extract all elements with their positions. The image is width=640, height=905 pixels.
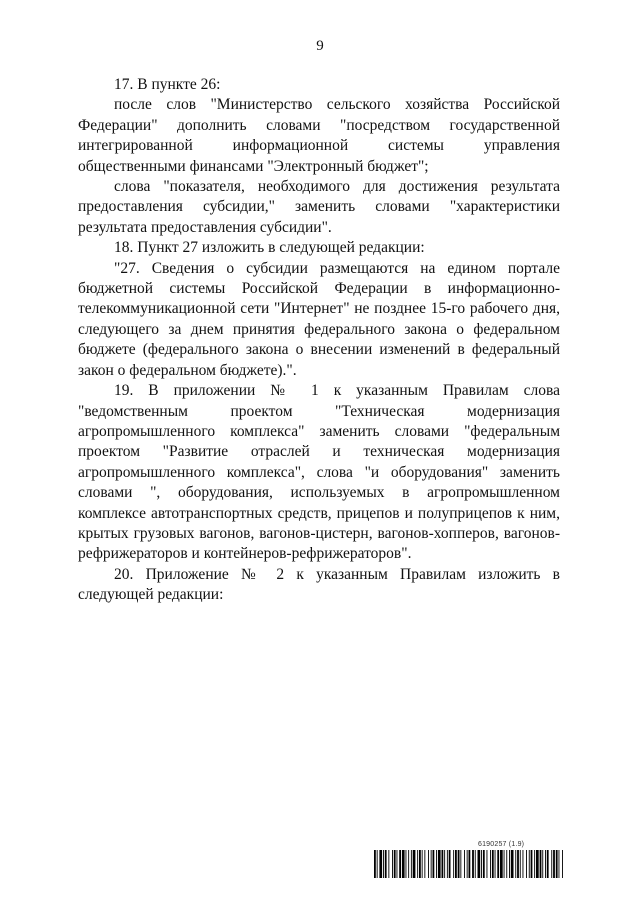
paragraph-item-18: 18. Пункт 27 изложить в следующей редакции:	[114, 239, 425, 257]
paragraph-item-18-text: "27. Сведения о субсидии размещаются на едином портале бюджетной системы Российской Федерации в информационно-телекоммуникационной сети "Интернет" не позднее 15-го рабочего дня, следующего за днем принятия федерального закона о федеральном бюджете (федерального закона о внесении изменений в федеральный закон о федеральном бюджете).".	[78, 259, 560, 379]
paragraph-item-17-amendment-1: после слов "Министерство сельского хозяйства Российской Федерации" дополнить словами "посредством государственной интегрированной информационной системы управления общественными финансами "Электронный бюджет";	[78, 96, 560, 175]
paragraph-item-19: 19. В приложении № 1 к указанным Правилам слова "ведомственным проектом "Техническая модернизация агропромышленного комплекса" заменить словами "федеральным проектом "Развитие отраслей и техническая модернизация агропромышленного комплекса", слова "и оборудования" заменить словами ", оборудования, используемых в агропромышленном комплексе автотранспортных средств, прицепов и полуприцепов к ним, крытых грузовых вагонов, вагонов-цистерн, вагонов-хопперов, вагонов-рефрижераторов и контейнеров-рефрижераторов".	[78, 382, 560, 563]
document-body	[78, 75, 560, 606]
document-code: 6190257 (1.9)	[478, 841, 525, 848]
paragraph-item-20: 20. Приложение № 2 к указанным Правилам изложить в следующей редакции:	[78, 565, 560, 604]
page-number: 9	[316, 38, 324, 54]
paragraph-item-17: 17. В пункте 26:	[114, 76, 221, 93]
paragraph-item-17-amendment-2: слова "показателя, необходимого для достижения результата предоставления субсидии," заменить словами "характеристики результата предоставления субсидии".	[78, 178, 560, 236]
barcode	[374, 850, 564, 878]
